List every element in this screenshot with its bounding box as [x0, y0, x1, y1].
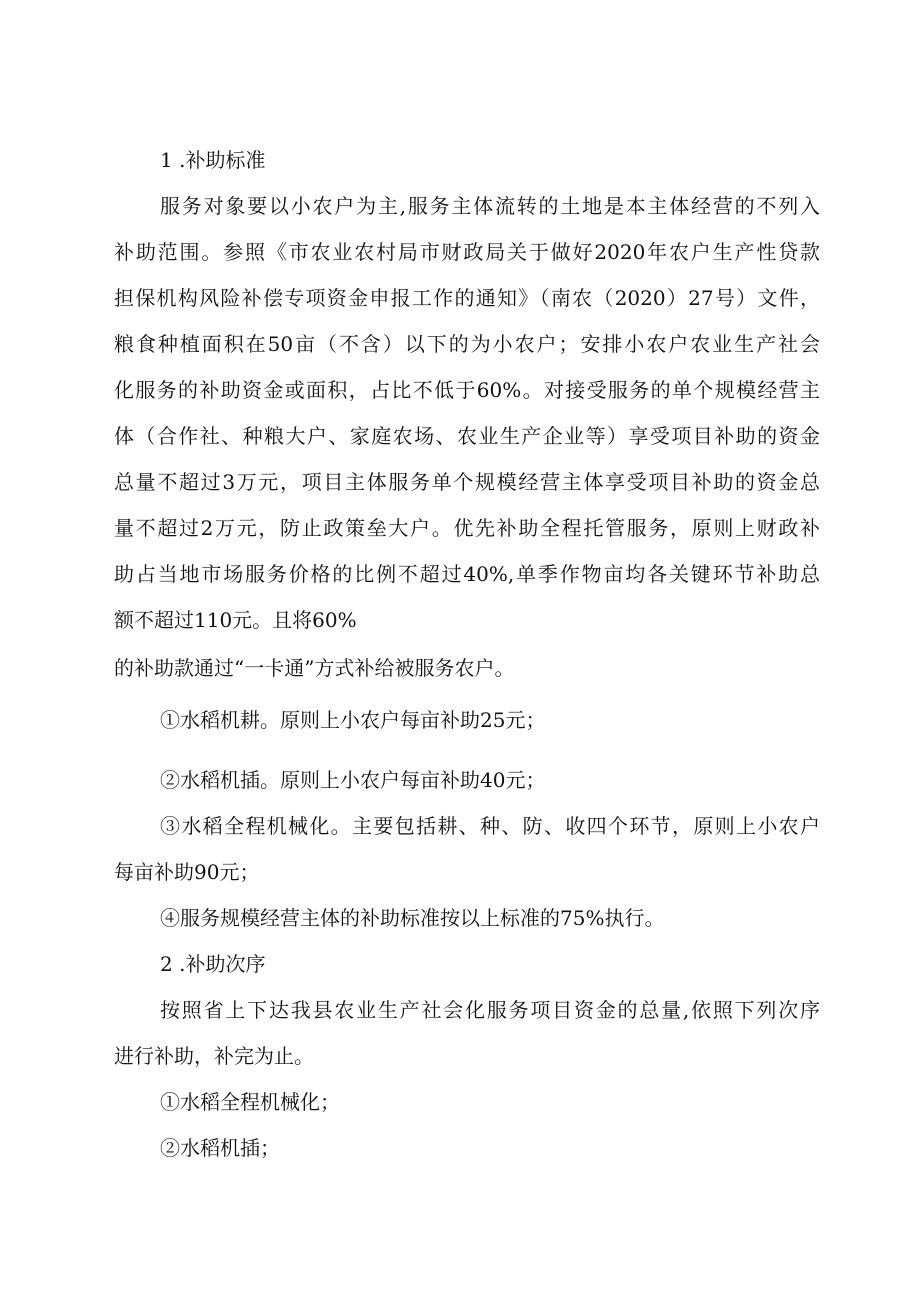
section-1-paragraph-line: 额不超过110元。且将60% [114, 608, 357, 632]
section-1-paragraph-line: 补助范围。参照《市农业农村局市财政局关于做好2020年农户生产性贷款 [114, 240, 820, 264]
section-1-heading: 1 .补助标准 [160, 148, 266, 172]
section-1-continuation: 的补助款通过“一卡通”方式补给被服务农户。 [114, 656, 515, 680]
section-1-paragraph-line: 量不超过2万元，防止政策垒大户。优先补助全程托管服务，原则上财政补 [114, 516, 820, 540]
order-item-1: ①水稻全程机械化； [160, 1090, 340, 1114]
section-1-paragraph-line: 粮食种植面积在50亩（不含）以下的为小农户；安排小农户农业生产社会 [114, 332, 820, 356]
section-2-paragraph-line2: 进行补助，补完为止。 [114, 1044, 314, 1068]
order-item-2: ②水稻机插； [160, 1136, 280, 1160]
section-1-paragraph-line: 总量不超过3万元，项目主体服务单个规模经营主体享受项目补助的资金总 [114, 470, 820, 494]
subsidy-item-3-line1: ③水稻全程机械化。主要包括耕、种、防、收四个环节，原则上小农户 [160, 814, 820, 838]
section-2-paragraph-line1: 按照省上下达我县农业生产社会化服务项目资金的总量,依照下列次序 [160, 998, 820, 1022]
section-1-paragraph-line: 体（合作社、种粮大户、家庭农场、农业生产企业等）享受项目补助的资金 [114, 424, 820, 448]
subsidy-item-1: ①水稻机耕。原则上小农户每亩补助25元； [160, 708, 546, 732]
section-1-paragraph-line: 服务对象要以小农户为主,服务主体流转的土地是本主体经营的不列入 [160, 194, 820, 218]
section-1-paragraph-line: 担保机构风险补偿专项资金申报工作的通知》（南农（2020）27号）文件， [114, 286, 820, 310]
section-1-paragraph-line: 助占当地市场服务价格的比例不超过40%,单季作物亩均各关键环节补助总 [114, 562, 820, 586]
subsidy-item-2: ②水稻机插。原则上小农户每亩补助40元； [160, 768, 546, 792]
section-1-paragraph-line: 化服务的补助资金或面积，占比不低于60%。对接受服务的单个规模经营主 [114, 378, 820, 402]
section-2-heading: 2 .补助次序 [160, 952, 266, 976]
subsidy-item-4: ④服务规模经营主体的补助标准按以上标准的75%执行。 [160, 906, 665, 930]
subsidy-item-3-line2: 每亩补助90元； [114, 860, 260, 884]
